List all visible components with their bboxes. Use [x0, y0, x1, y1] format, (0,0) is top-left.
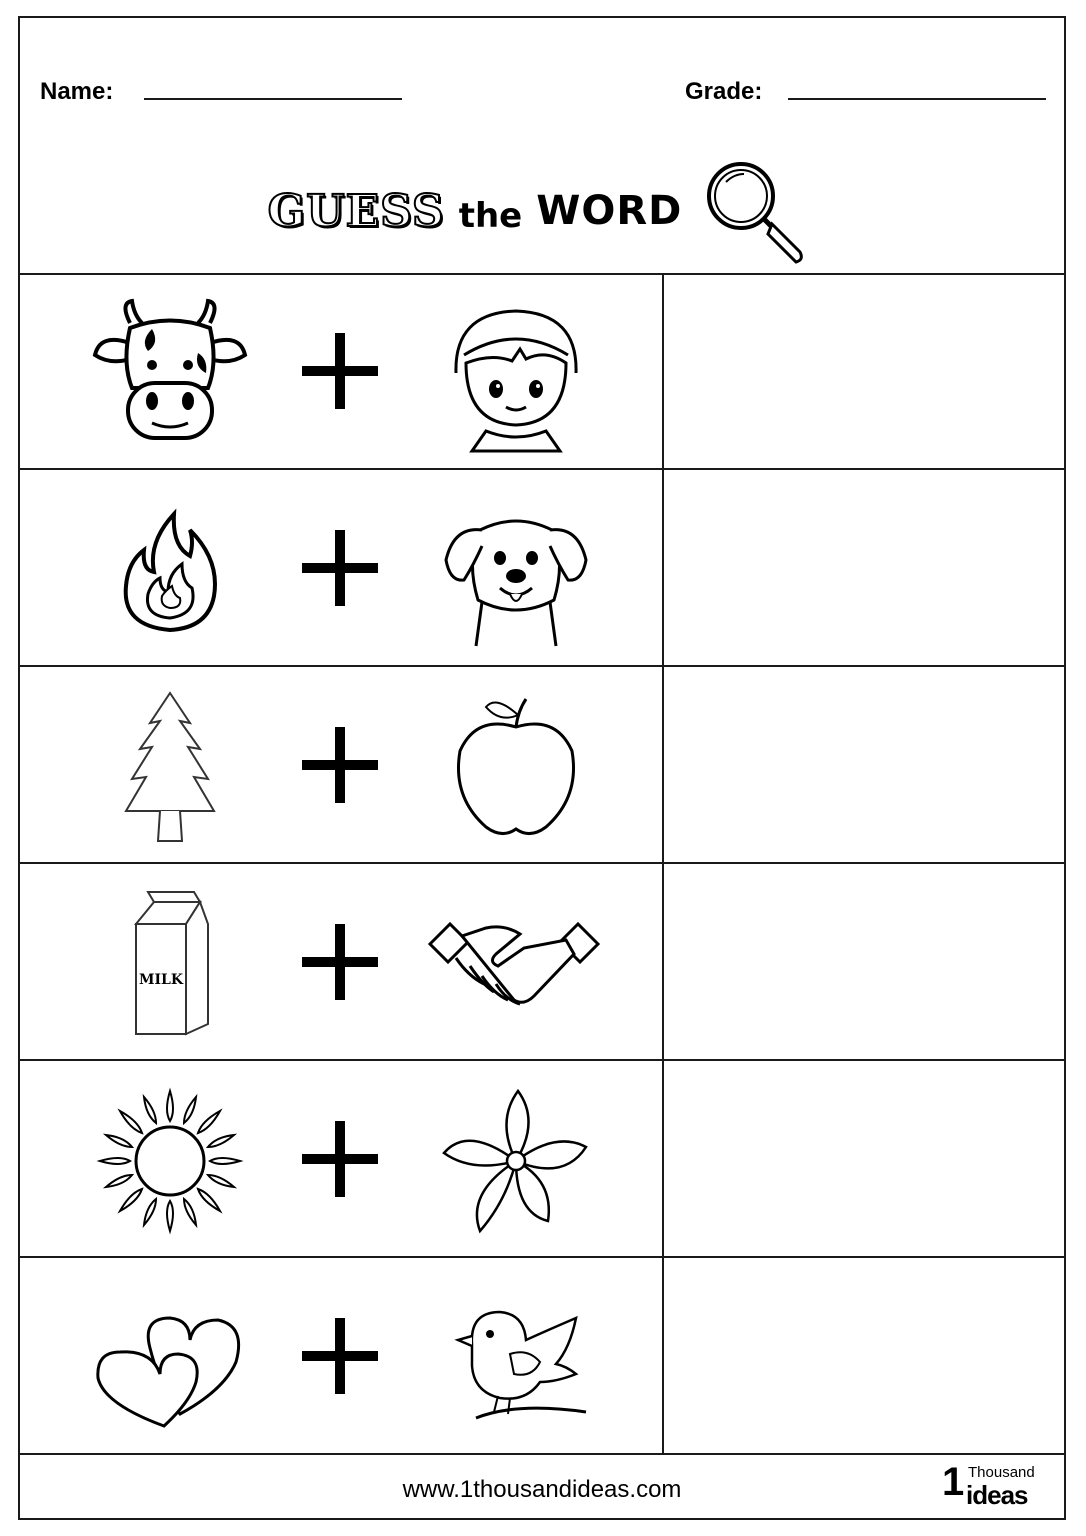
logo-number: 1: [942, 1460, 965, 1504]
plus-icon: [300, 1316, 380, 1396]
worksheet-title: [20, 156, 1064, 266]
puzzle-row-1: [20, 273, 1064, 470]
plus-icon: [300, 331, 380, 411]
title-the: the: [458, 196, 523, 236]
grade-line: [788, 98, 1046, 100]
answer-box-2[interactable]: [664, 470, 1064, 665]
answer-box-5[interactable]: [664, 1061, 1064, 1256]
plus-icon: [300, 528, 380, 608]
logo-top-text: Thousand: [968, 1464, 1035, 1481]
hearts-icon: [90, 1278, 250, 1438]
name-label: Name:: [40, 78, 114, 105]
puzzle-row-5: [20, 1061, 1064, 1258]
logo-bottom-text: ideas: [966, 1480, 1028, 1510]
title-word: WORD: [536, 188, 683, 234]
answer-box-6[interactable]: [664, 1258, 1064, 1453]
plus-icon: [300, 725, 380, 805]
plus-icon: [300, 1119, 380, 1199]
grade-label: Grade:: [685, 78, 763, 105]
sun-icon: [90, 1081, 250, 1241]
milk-text: MILK: [138, 972, 184, 988]
flower-icon: [436, 1081, 596, 1241]
magnifying-glass-icon: [696, 156, 816, 266]
answer-box-4[interactable]: [664, 864, 1064, 1059]
answer-box-3[interactable]: [664, 667, 1064, 862]
plus-icon: [300, 922, 380, 1002]
boy-icon: [436, 293, 596, 453]
bird-icon: [436, 1278, 596, 1438]
puzzle-row-6: [20, 1258, 1064, 1455]
fire-icon: [90, 490, 250, 650]
puzzle-row-4: [20, 864, 1064, 1061]
apple-icon: [436, 687, 596, 847]
cow-icon: [90, 293, 250, 453]
name-line: [144, 98, 402, 100]
title-guess: GUESS: [267, 185, 445, 237]
answer-box-1[interactable]: [664, 273, 1064, 468]
puzzle-row-3: [20, 667, 1064, 864]
puzzle-row-2: [20, 470, 1064, 667]
dog-icon: [436, 490, 596, 650]
worksheet-footer: [20, 1454, 1064, 1518]
worksheet: [18, 16, 1066, 1520]
milk-carton-icon: [90, 884, 250, 1044]
handshake-icon: [424, 884, 604, 1044]
website-url: www.1thousandideas.com: [402, 1476, 682, 1503]
pine-tree-icon: [90, 687, 250, 847]
thousand-ideas-logo: [942, 1462, 1042, 1510]
worksheet-header: [20, 18, 1064, 275]
